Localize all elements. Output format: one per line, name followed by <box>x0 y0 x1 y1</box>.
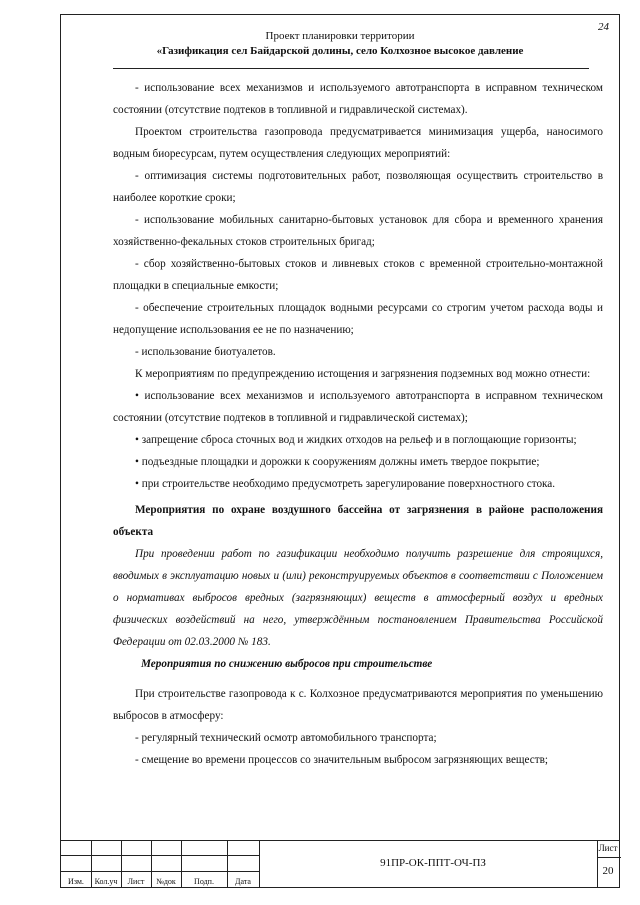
paragraph: При строительстве газопровода к с. Колхозное предусматриваются мероприятия по уменьшению выбросов в атмосферу: <box>113 688 603 722</box>
document-code: 91ПР-ОК-ППТ-ОЧ-ПЗ <box>380 857 486 869</box>
header-line-2: «Газификация сел Байдарской долины, село Колхозное высокое давление <box>156 45 524 57</box>
stamp-label-kol: Кол.уч <box>94 877 118 886</box>
sheet-number: 20 <box>602 865 614 877</box>
subsection-heading: Мероприятия по снижению выбросов при строительстве <box>141 658 433 670</box>
paragraph: - использование всех механизмов и используемого автотранспорта в исправном техническом состоянии (отсутствие подтеков в топливной и гидравлической системах). <box>113 82 603 116</box>
paragraph: К мероприятиям по предупреждению истощения и загрязнения подземных вод можно отнести: <box>135 368 591 380</box>
paragraph: - использование мобильных санитарно-бытовых установок для сбора и временного хранения хозяйственно-фекальных стоков строительных бригад; <box>113 214 603 248</box>
stamp-label-podp: Подп. <box>194 877 214 886</box>
page-number: 24 <box>598 21 609 33</box>
header-divider <box>113 68 589 69</box>
paragraph: - сбор хозяйственно-бытовых стоков и ливневых стоков с временной строительно-монтажной площадки в специальные емкости; <box>113 258 603 292</box>
stamp-label-izm: Изм. <box>68 877 84 886</box>
header-line-1: Проект планировки территории <box>265 30 415 42</box>
paragraph: • запрещение сброса сточных вод и жидких отходов на рельеф и в поглощающие горизонты; <box>135 434 577 446</box>
section-heading: Мероприятия по охране воздушного бассейна от загрязнения в районе расположения объекта <box>113 504 603 538</box>
stamp-label-ndok: №док <box>156 877 176 886</box>
paragraph: - оптимизация системы подготовительных работ, позволяющая осуществить строительство в наиболее короткие сроки; <box>113 170 603 204</box>
paragraph: • использование всех механизмов и используемого автотранспорта в исправном техническом состоянии (отсутствие подтеков в топливной и гидравлической системах); <box>113 390 603 424</box>
document-body <box>113 77 603 771</box>
page-frame <box>60 14 620 888</box>
stamp-label-list: Лист <box>127 877 145 886</box>
italic-paragraph: При проведении работ по газификации необходимо получить разрешение для строящихся, вводимых в эксплуатацию новых и (или) реконструируемых объектов в соответствии с Положением о нормативах выбросов вредных (загрязняющих) веществ в атмосферный воздух и вредных физических воздействий на него, утверждённым постановлением Правительства Российской Федерации от 02.03.2000 № 183. <box>113 548 603 648</box>
paragraph: • подъездные площадки и дорожки к сооружениям должны иметь твердое покрытие; <box>135 456 540 468</box>
paragraph: - смещение во времени процессов со значительным выбросом загрязняющих веществ; <box>135 754 549 766</box>
paragraph: • при строительстве необходимо предусмотреть зарегулирование поверхностного стока. <box>135 478 556 490</box>
document-header <box>61 29 619 59</box>
title-block <box>61 840 619 887</box>
paragraph: - регулярный технический осмотр автомобильного транспорта; <box>135 732 437 744</box>
sheet-label: Лист <box>598 843 618 853</box>
stamp-label-date: Дата <box>235 877 251 886</box>
paragraph: - использование биотуалетов. <box>135 346 276 358</box>
paragraph: - обеспечение строительных площадок водными ресурсами со строгим учетом расхода воды и недопущение использования ее не по назначению; <box>113 302 603 336</box>
paragraph: Проектом строительства газопровода предусматривается минимизация ущерба, наносимого водным биоресурсам, путем осуществления следующих мероприятий: <box>113 126 603 160</box>
